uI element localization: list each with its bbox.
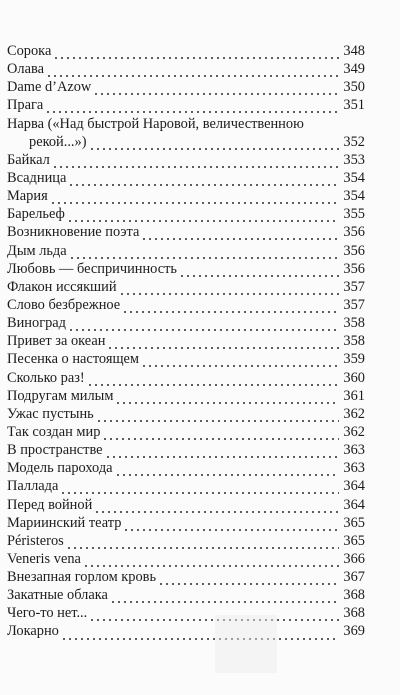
toc-entry	[7, 223, 365, 241]
toc-page-number: 364	[343, 496, 365, 513]
dot-leader	[67, 205, 339, 223]
toc-page-number: 355	[343, 206, 365, 223]
dot-leader	[107, 332, 339, 350]
dot-leader	[102, 423, 339, 441]
toc-title: Так создан мир	[7, 423, 101, 440]
toc-entry	[7, 532, 365, 550]
toc-page-number: 363	[343, 442, 365, 459]
toc-row	[7, 459, 365, 477]
toc-row	[7, 60, 365, 78]
toc-page-number: 369	[343, 623, 365, 640]
toc-row	[7, 532, 365, 550]
toc-row	[7, 78, 365, 96]
toc-entry	[7, 314, 365, 332]
toc-entry	[7, 568, 365, 586]
toc-page-number: 354	[343, 169, 365, 186]
dot-leader	[60, 477, 339, 495]
toc-row	[7, 423, 365, 441]
toc-row	[7, 387, 365, 405]
toc-page-number: 365	[343, 532, 365, 549]
toc-title: Veneris vena	[7, 550, 81, 567]
dot-leader	[105, 441, 339, 459]
toc-row	[7, 477, 365, 495]
toc-row	[7, 314, 365, 332]
dot-leader	[110, 586, 339, 604]
dot-leader	[68, 314, 339, 332]
toc-page-number: 362	[343, 423, 365, 440]
dot-leader	[83, 550, 339, 568]
dot-leader	[87, 369, 339, 387]
toc-row	[7, 242, 365, 260]
toc-row	[7, 42, 365, 60]
toc-title: В пространстве	[7, 442, 103, 459]
table-of-contents	[7, 42, 365, 641]
dot-leader	[52, 151, 339, 169]
toc-title: Закатные облака	[7, 587, 108, 604]
toc-entry	[7, 387, 365, 405]
toc-entry	[7, 96, 365, 114]
toc-page-number: 357	[343, 278, 365, 295]
toc-page-number: 367	[343, 569, 365, 586]
dot-leader	[115, 459, 339, 477]
toc-entry	[7, 151, 365, 169]
toc-page-number: 366	[343, 550, 365, 567]
toc-title: Паллада	[7, 478, 59, 495]
dot-leader	[46, 60, 339, 78]
toc-entry	[7, 423, 365, 441]
toc-entry	[7, 42, 365, 60]
toc-entry	[7, 205, 365, 223]
toc-row	[7, 205, 365, 223]
toc-title: Возникновение поэта	[7, 224, 140, 241]
dot-leader	[93, 78, 339, 96]
toc-title: Виноград	[7, 315, 67, 332]
dot-leader	[68, 169, 339, 187]
dot-leader	[94, 496, 339, 514]
toc-entry	[7, 78, 365, 96]
toc-row	[7, 332, 365, 350]
toc-entry	[7, 604, 365, 622]
toc-title: Флакон иссякший	[7, 278, 117, 295]
toc-row	[7, 568, 365, 586]
toc-title: Любовь — беспричинность	[7, 260, 177, 277]
dot-leader	[158, 568, 339, 586]
dot-leader	[66, 532, 339, 550]
toc-title: Дым льда	[7, 242, 67, 259]
toc-row	[7, 496, 365, 514]
toc-row	[7, 550, 365, 568]
toc-row	[7, 604, 365, 622]
toc-page-number: 354	[343, 188, 365, 205]
toc-row	[7, 514, 365, 532]
toc-title-line-2: рекой...»)	[29, 133, 87, 150]
toc-row	[7, 441, 365, 459]
toc-entry	[7, 459, 365, 477]
toc-entry	[7, 187, 365, 205]
toc-page-number: 368	[343, 587, 365, 604]
toc-page-number: 365	[343, 514, 365, 531]
toc-row	[7, 223, 365, 241]
toc-entry	[7, 586, 365, 604]
toc-page-number: 356	[343, 260, 365, 277]
toc-entry	[7, 169, 365, 187]
toc-title: Слово безбрежное	[7, 296, 121, 313]
toc-title: Модель парохода	[7, 460, 113, 477]
dot-leader	[119, 278, 339, 296]
toc-entry	[7, 623, 365, 641]
toc-page-number: 357	[343, 296, 365, 313]
toc-title: Péristeros	[7, 532, 64, 549]
toc-entry	[7, 514, 365, 532]
toc-page-number: 350	[343, 79, 365, 96]
dot-leader	[141, 223, 339, 241]
dot-leader	[50, 187, 339, 205]
dot-leader	[122, 296, 339, 314]
toc-row	[7, 623, 365, 641]
dot-leader	[141, 350, 339, 368]
toc-page-number: 353	[343, 151, 365, 168]
toc-entry	[7, 441, 365, 459]
dot-leader	[61, 623, 339, 641]
toc-title: Ужас пустынь	[7, 405, 94, 422]
toc-page-number: 358	[343, 333, 365, 350]
toc-row	[7, 133, 365, 151]
toc-row	[7, 187, 365, 205]
toc-title: Внезапная горлом кровь	[7, 569, 157, 586]
toc-title: Мариинский театр	[7, 514, 122, 531]
toc-entry	[7, 242, 365, 260]
toc-entry	[7, 60, 365, 78]
toc-entry	[7, 369, 365, 387]
dot-leader	[89, 133, 339, 151]
toc-title: Перед войной	[7, 496, 93, 513]
toc-page-number: 363	[343, 460, 365, 477]
toc-row	[7, 586, 365, 604]
toc-page-number: 356	[343, 224, 365, 241]
toc-row	[7, 278, 365, 296]
toc-page-number: 351	[343, 97, 365, 114]
toc-entry	[7, 550, 365, 568]
toc-row	[7, 260, 365, 278]
toc-row	[7, 169, 365, 187]
toc-title: Dame d’Azow	[7, 79, 92, 96]
toc-row	[7, 96, 365, 114]
toc-title: Байкал	[7, 151, 50, 168]
dot-leader	[69, 242, 339, 260]
toc-entry	[7, 296, 365, 314]
toc-title: Песенка о настоящем	[7, 351, 140, 368]
toc-entry	[7, 496, 365, 514]
toc-title: Привет за океан	[7, 333, 106, 350]
toc-row	[7, 369, 365, 387]
dot-leader	[53, 42, 339, 60]
toc-title: Чего-то нет...	[7, 605, 88, 622]
toc-entry	[7, 350, 365, 368]
toc-page-number: 359	[343, 351, 365, 368]
toc-page-number: 361	[343, 387, 365, 404]
dot-leader	[115, 387, 339, 405]
toc-page-number: 352	[343, 133, 365, 150]
toc-title: Подругам милым	[7, 387, 114, 404]
toc-row	[7, 405, 365, 423]
toc-page-number: 348	[343, 42, 365, 59]
toc-entry	[7, 477, 365, 495]
page-smudge	[215, 615, 277, 673]
toc-page-number: 362	[343, 405, 365, 422]
toc-row	[7, 296, 365, 314]
toc-entry-multiline	[7, 115, 365, 151]
dot-leader	[179, 260, 339, 278]
dot-leader	[96, 405, 339, 423]
toc-page-number: 358	[343, 315, 365, 332]
toc-entry	[7, 278, 365, 296]
toc-title: Прага	[7, 97, 44, 114]
toc-entry	[7, 405, 365, 423]
toc-entry	[7, 260, 365, 278]
toc-title: Локарно	[7, 623, 59, 640]
toc-page-number: 360	[343, 369, 365, 386]
dot-leader	[45, 96, 339, 114]
toc-row	[7, 151, 365, 169]
toc-page-number: 364	[343, 478, 365, 495]
toc-entry	[7, 332, 365, 350]
toc-title: Всадница	[7, 169, 67, 186]
toc-title: Олава	[7, 61, 44, 78]
toc-title: Сорока	[7, 42, 52, 59]
toc-title: Сколько раз!	[7, 369, 85, 386]
toc-page-number: 349	[343, 61, 365, 78]
toc-title: Барельеф	[7, 206, 65, 223]
toc-page-number: 368	[343, 605, 365, 622]
dot-leader	[123, 514, 339, 532]
toc-title-line-1: Нарва («Над быстрой Наровой, величественною	[7, 115, 304, 132]
toc-page-number: 356	[343, 242, 365, 259]
toc-title: Мария	[7, 188, 48, 205]
toc-row	[7, 350, 365, 368]
